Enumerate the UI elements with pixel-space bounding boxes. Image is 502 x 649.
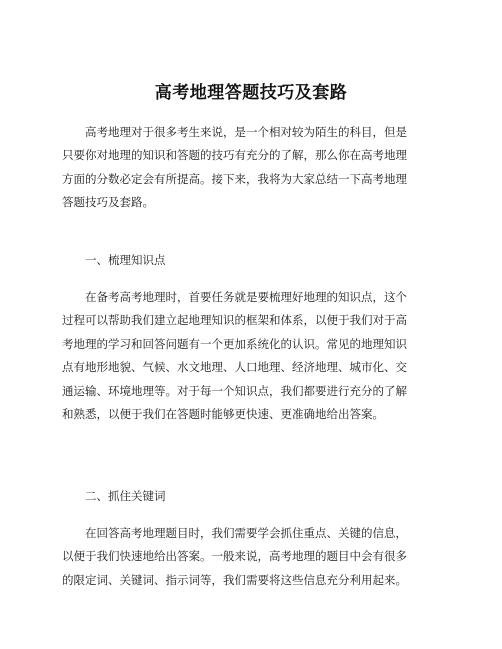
section2-paragraph — [62, 522, 422, 592]
section-heading-1: 一、梳理知识点 — [85, 253, 166, 267]
paragraph-line: 过程可以帮助我们建立起地理知识的框架和体系，以便于我们对于高 — [62, 313, 407, 328]
paragraph-line: 在回答高考地理题目时，我们需要学会抓住重点、关键的信息， — [85, 526, 407, 540]
section-heading-2: 二、抓住关键词 — [85, 489, 166, 503]
paragraph-line: 高考地理对于很多考生来说，是一个相对较为陌生的科目，但是 — [85, 125, 407, 139]
paragraph-line: 以便于我们快速地给出答案。一般来说，高考地理的题目中会有很多 — [62, 549, 407, 564]
paragraph-line: 在备考高考地理时，首要任务就是要梳理好地理的知识点，这个 — [85, 290, 407, 304]
intro-paragraph — [62, 121, 422, 215]
paragraph-line: 答题技巧及套路。 — [62, 195, 154, 210]
document-title: 高考地理答题技巧及套路 — [154, 83, 348, 103]
paragraph-line: 的限定词、关键词、指示词等，我们需要将这些信息充分利用起来。 — [62, 572, 407, 587]
paragraph-line: 方面的分数必定会有所提高。接下来，我将为大家总结一下高考地理 — [62, 171, 407, 186]
paragraph-line: 点有地形地貌、气候、水文地理、人口地理、经济地理、城市化、交 — [62, 360, 407, 375]
paragraph-line: 通运输、环境地理等。对于每一个知识点，我们都要进行充分的了解 — [62, 383, 407, 398]
paragraph-line: 考地理的学习和回答问题有一个更加系统化的认识。常见的地理知识 — [62, 336, 407, 351]
section1-paragraph — [62, 286, 422, 426]
paragraph-line: 和熟悉，以便于我们在答题时能够更快速、更准确地给出答案。 — [62, 407, 384, 422]
paragraph-line: 只要你对地理的知识和答题的技巧有充分的了解，那么你在高考地理 — [62, 148, 407, 163]
